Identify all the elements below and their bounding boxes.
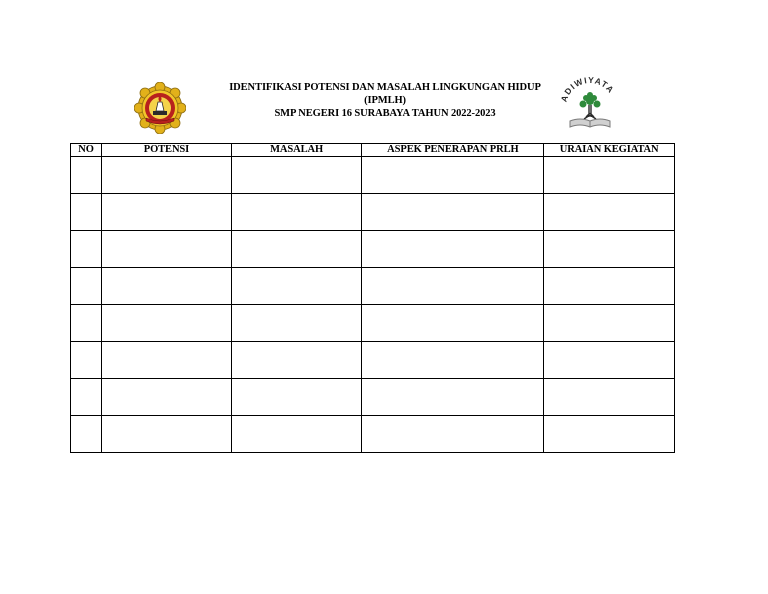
cell-aspek[interactable]	[362, 416, 544, 453]
cell-potensi[interactable]	[102, 305, 232, 342]
adiwiyata-logo	[556, 77, 622, 133]
cell-aspek[interactable]	[362, 231, 544, 268]
cell-masalah[interactable]	[231, 305, 362, 342]
table-row	[71, 231, 675, 268]
cell-uraian[interactable]	[544, 379, 675, 416]
cell-uraian[interactable]	[544, 268, 675, 305]
cell-no[interactable]	[71, 416, 102, 453]
cell-masalah[interactable]	[231, 379, 362, 416]
cell-aspek[interactable]	[362, 194, 544, 231]
table-header-row	[71, 144, 675, 157]
cell-no[interactable]	[71, 342, 102, 379]
cell-masalah[interactable]	[231, 416, 362, 453]
school-emblem-logo	[134, 82, 186, 134]
cell-aspek[interactable]	[362, 342, 544, 379]
cell-potensi[interactable]	[102, 268, 232, 305]
table-row	[71, 194, 675, 231]
cell-potensi[interactable]	[102, 416, 232, 453]
cell-masalah[interactable]	[231, 157, 362, 194]
cell-masalah[interactable]	[231, 342, 362, 379]
cell-uraian[interactable]	[544, 194, 675, 231]
cell-uraian[interactable]	[544, 342, 675, 379]
cell-aspek[interactable]	[362, 268, 544, 305]
cell-masalah[interactable]	[231, 268, 362, 305]
ipmlh-table	[70, 143, 675, 453]
cell-aspek[interactable]	[362, 305, 544, 342]
cell-uraian[interactable]	[544, 231, 675, 268]
header-masalah: MASALAH	[231, 144, 362, 157]
document-title	[205, 81, 565, 120]
cell-uraian[interactable]	[544, 416, 675, 453]
table-row	[71, 157, 675, 194]
cell-potensi[interactable]	[102, 157, 232, 194]
cell-no[interactable]	[71, 231, 102, 268]
school-emblem-icon	[134, 82, 186, 134]
table-row	[71, 268, 675, 305]
title-line-2: (IPMLH)	[364, 95, 406, 106]
table-row	[71, 305, 675, 342]
header-uraian-kegiatan: URAIAN KEGIATAN	[544, 144, 675, 157]
cell-masalah[interactable]	[231, 231, 362, 268]
cell-potensi[interactable]	[102, 379, 232, 416]
cell-no[interactable]	[71, 157, 102, 194]
cell-potensi[interactable]	[102, 194, 232, 231]
cell-uraian[interactable]	[544, 157, 675, 194]
title-line-3: SMP NEGERI 16 SURABAYA TAHUN 2022-2023	[274, 108, 496, 119]
header-aspek-penerapan-prlh: ASPEK PENERAPAN PRLH	[362, 144, 544, 157]
cell-potensi[interactable]	[102, 342, 232, 379]
header-potensi: POTENSI	[102, 144, 232, 157]
cell-aspek[interactable]	[362, 157, 544, 194]
cell-no[interactable]	[71, 379, 102, 416]
table-row	[71, 379, 675, 416]
cell-masalah[interactable]	[231, 194, 362, 231]
table-row	[71, 342, 675, 379]
table-row	[71, 416, 675, 453]
adiwiyata-arc-text: ADIWIYATA	[558, 77, 617, 104]
cell-no[interactable]	[71, 305, 102, 342]
cell-aspek[interactable]	[362, 379, 544, 416]
header-no: NO	[71, 144, 102, 157]
cell-uraian[interactable]	[544, 305, 675, 342]
adiwiyata-icon	[556, 77, 622, 133]
title-line-1: IDENTIFIKASI POTENSI DAN MASALAH LINGKUNGAN HIDUP	[229, 82, 541, 93]
cell-no[interactable]	[71, 268, 102, 305]
cell-potensi[interactable]	[102, 231, 232, 268]
cell-no[interactable]	[71, 194, 102, 231]
